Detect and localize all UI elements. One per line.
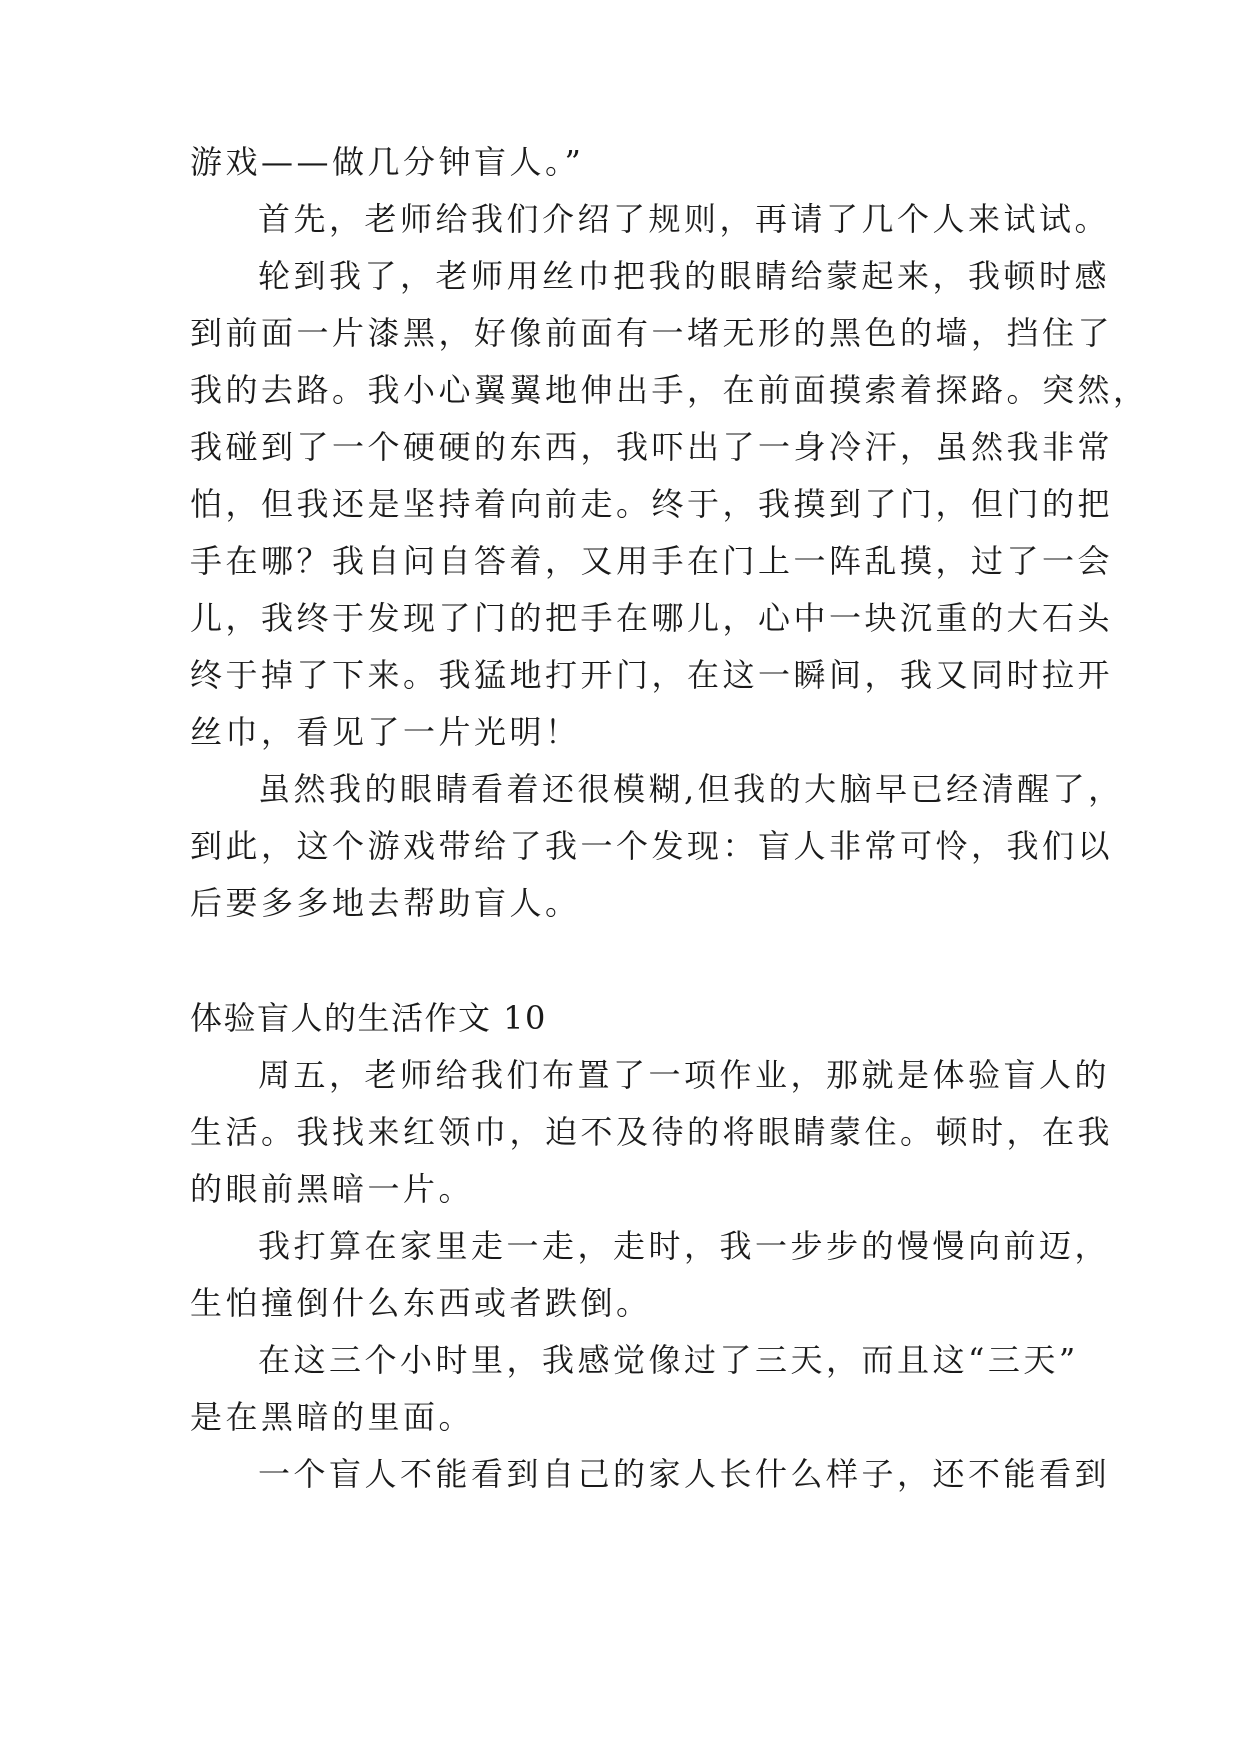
paragraph-line: 在这三个小时里，我感觉像过了三天，而且这“三天” [258, 1341, 1079, 1379]
paragraph-line: 一个盲人不能看到自己的家人长什么样子，还不能看到 [258, 1455, 1111, 1493]
paragraph-line: 虽然我的眼睛看着还很模糊,但我的大脑早已经清醒了， [258, 770, 1124, 808]
paragraph-line: 是在黑暗的里面。 [190, 1398, 475, 1436]
paragraph-line: 首先，老师给我们介绍了规则，再请了几个人来试试。 [258, 200, 1111, 238]
paragraph-line: 生活。我找来红领巾，迫不及待的将眼睛蒙住。顿时，在我 [190, 1113, 1114, 1151]
paragraph-line: 到前面一片漆黑，好像前面有一堵无形的黑色的墙，挡住了 [190, 314, 1114, 352]
paragraph-line: 我的去路。我小心翼翼地伸出手，在前面摸索着探路。突然， [190, 371, 1149, 409]
paragraph-line: 儿，我终于发现了门的把手在哪儿，心中一块沉重的大石头 [190, 599, 1114, 637]
paragraph-line: 手在哪？我自问自答着，又用手在门上一阵乱摸，过了一会 [190, 542, 1114, 580]
paragraph-line: 丝巾，看见了一片光明！ [190, 713, 581, 751]
paragraph-line: 终于掉了下来。我猛地打开门，在这一瞬间，我又同时拉开 [190, 656, 1114, 694]
paragraph-line: 轮到我了，老师用丝巾把我的眼睛给蒙起来，我顿时感 [258, 257, 1111, 295]
paragraph-line: 的眼前黑暗一片。 [190, 1170, 475, 1208]
paragraph-line: 游戏——做几分钟盲人。” [190, 143, 585, 181]
section-heading: 体验盲人的生活作文 10 [190, 999, 547, 1037]
paragraph-line: 我打算在家里走一走，走时，我一步步的慢慢向前迈， [258, 1227, 1111, 1265]
paragraph-line: 我碰到了一个硬硬的东西，我吓出了一身冷汗，虽然我非常 [190, 428, 1114, 466]
paragraph-line: 怕，但我还是坚持着向前走。终于，我摸到了门，但门的把 [190, 485, 1114, 523]
paragraph-line: 周五，老师给我们布置了一项作业，那就是体验盲人的 [258, 1056, 1111, 1094]
paragraph-line: 生怕撞倒什么东西或者跌倒。 [190, 1284, 652, 1322]
paragraph-line: 到此，这个游戏带给了我一个发现：盲人非常可怜，我们以 [190, 827, 1114, 865]
paragraph-line: 后要多多地去帮助盲人。 [190, 884, 581, 922]
